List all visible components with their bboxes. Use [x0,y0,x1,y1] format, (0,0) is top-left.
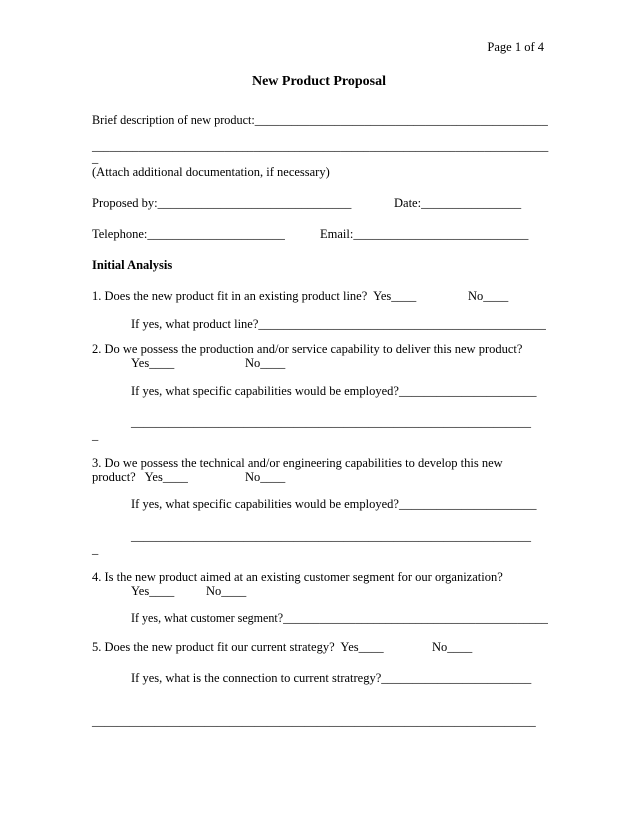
q2-followup[interactable]: If yes, what specific capabilities would be employed?______________________ [131,384,537,398]
q5-followup[interactable]: If yes, what is the connection to current stratregy?________________________ [131,671,532,685]
q3-no-field[interactable]: No____ [245,470,286,484]
q4-question: 4. Is the new product aimed at an existing customer segment for our organization? [92,570,503,584]
description-line[interactable]: _______________________________________________________________________________ [92,139,549,153]
q1-followup[interactable]: If yes, what product line?______________________________________________ [131,317,546,331]
description-field[interactable]: Brief description of new product:________________________________________________ [92,113,548,127]
q2-answer-line[interactable]: ________________________________________________________________ [131,415,531,429]
page-number: Page 1 of 4 [487,40,544,54]
attach-note: (Attach additional documentation, if necessary) [92,165,330,179]
q2-yes-field[interactable]: Yes____ [131,356,175,370]
q4-followup[interactable]: If yes, what customer segment?____________________________________________ [131,611,548,625]
q1-no-field[interactable]: No____ [468,289,509,303]
q5-no-field[interactable]: No____ [432,640,473,654]
q3-question-line2[interactable]: product? Yes____ [92,470,188,484]
q2-no-field[interactable]: No____ [245,356,286,370]
telephone-field[interactable]: Telephone:______________________ [92,227,285,241]
document-title: New Product Proposal [251,74,387,89]
q4-no-field[interactable]: No____ [206,584,247,598]
q3-answer-line-tail: _ [92,542,99,556]
email-field[interactable]: Email:____________________________ [320,227,529,241]
description-line-tail: _ [92,151,99,165]
q3-answer-line[interactable]: ________________________________________________________________ [131,529,531,543]
q5-answer-line[interactable]: _______________________________________________________________________ [92,714,536,728]
q3-followup[interactable]: If yes, what specific capabilities would be employed?______________________ [131,497,537,511]
q3-question-line1: 3. Do we possess the technical and/or engineering capabilities to develop this new [92,456,503,470]
q4-yes-field[interactable]: Yes____ [131,584,175,598]
proposed-by-field[interactable]: Proposed by:_______________________________ [92,196,352,210]
q2-answer-line-tail: _ [92,428,99,442]
q2-question: 2. Do we possess the production and/or service capability to deliver this new product? [92,342,523,356]
section-heading: Initial Analysis [92,258,173,272]
date-field[interactable]: Date:________________ [394,196,522,210]
q1-question[interactable]: 1. Does the new product fit in an existing product line? Yes____ [92,289,417,303]
q5-question[interactable]: 5. Does the new product fit our current strategy? Yes____ [92,640,384,654]
